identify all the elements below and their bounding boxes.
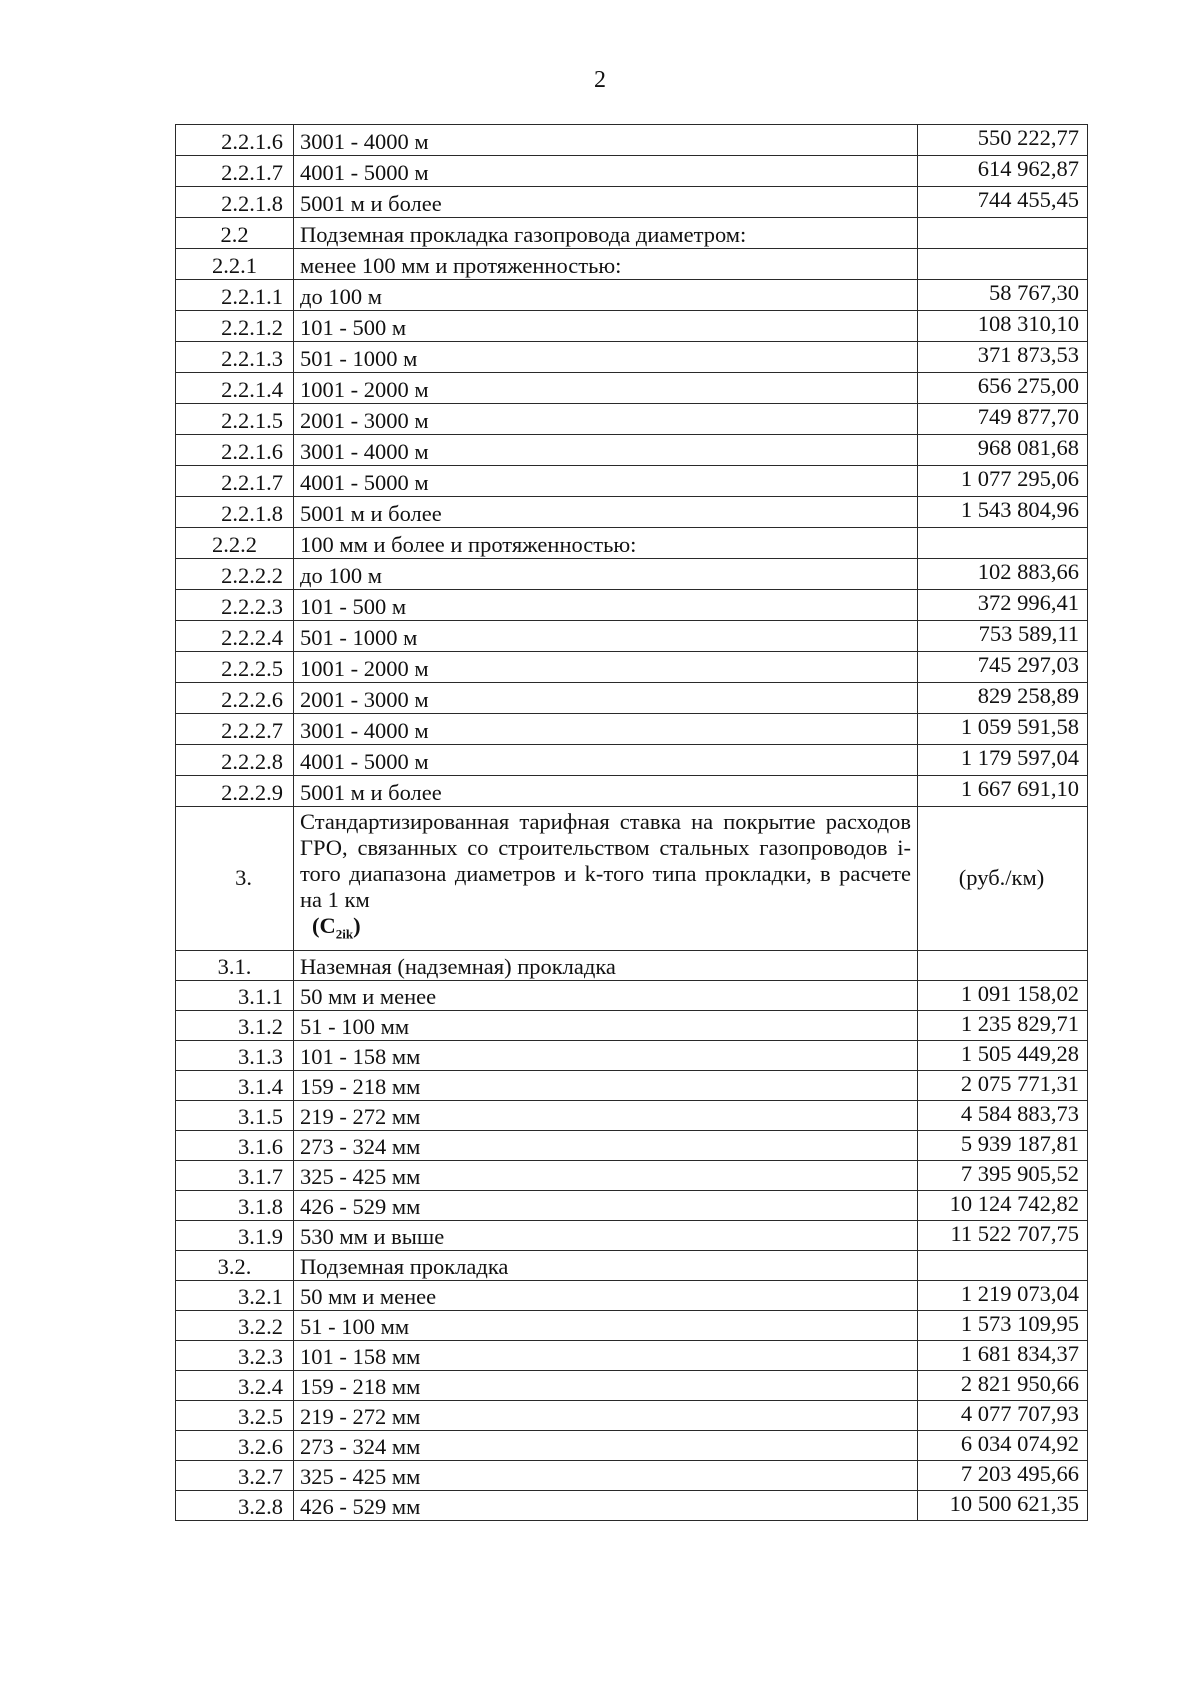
table-row — [176, 1190, 1088, 1220]
row-number: 3.1.8 — [176, 1190, 294, 1220]
row-description: 2001 - 3000 м — [294, 404, 918, 435]
row-value: 1 091 158,02 — [918, 980, 1088, 1010]
row-number: 2.2.1.8 — [176, 187, 294, 218]
row-value: 968 081,68 — [918, 435, 1088, 466]
formula-close: ) — [353, 913, 361, 938]
table-row — [176, 745, 1088, 776]
row-description: 5001 м и более — [294, 776, 918, 807]
row-number: 3.1.7 — [176, 1160, 294, 1190]
table-row — [176, 497, 1088, 528]
row-description: 273 - 324 мм — [294, 1130, 918, 1160]
row-value: 1 573 109,95 — [918, 1310, 1088, 1340]
table-row — [176, 714, 1088, 745]
row-description — [294, 807, 918, 951]
section-3-formula — [300, 913, 361, 942]
row-value: 372 996,41 — [918, 590, 1088, 621]
row-description: 101 - 500 м — [294, 311, 918, 342]
row-value: 656 275,00 — [918, 373, 1088, 404]
row-description: 101 - 500 м — [294, 590, 918, 621]
table-row — [176, 1130, 1088, 1160]
table-row — [176, 280, 1088, 311]
row-number: 3.1.6 — [176, 1130, 294, 1160]
row-description: 2001 - 3000 м — [294, 683, 918, 714]
row-number: 3.2.3 — [176, 1340, 294, 1370]
row-value: 1 219 073,04 — [918, 1280, 1088, 1310]
row-description: 159 - 218 мм — [294, 1070, 918, 1100]
table-row — [176, 1340, 1088, 1370]
table-row — [176, 1250, 1088, 1280]
row-value: 11 522 707,75 — [918, 1220, 1088, 1250]
row-number: 2.2 — [176, 218, 294, 249]
row-value: 1 667 691,10 — [918, 776, 1088, 807]
row-number: 2.2.1.6 — [176, 125, 294, 156]
table-row — [176, 466, 1088, 497]
table-row — [176, 435, 1088, 466]
row-number: 2.2.2.2 — [176, 559, 294, 590]
row-number: 2.2.2.7 — [176, 714, 294, 745]
formula-subscript: 2ik — [335, 926, 354, 942]
row-number: 3.2.6 — [176, 1430, 294, 1460]
row-value: 10 124 742,82 — [918, 1190, 1088, 1220]
table-row — [176, 621, 1088, 652]
row-value: 1 077 295,06 — [918, 466, 1088, 497]
table-row — [176, 156, 1088, 187]
row-number: 3.1.5 — [176, 1100, 294, 1130]
row-value: 829 258,89 — [918, 683, 1088, 714]
row-number: 2.2.1.1 — [176, 280, 294, 311]
row-number: 2.2.2.3 — [176, 590, 294, 621]
row-number: 2.2.1.2 — [176, 311, 294, 342]
table-row — [176, 373, 1088, 404]
table-row — [176, 590, 1088, 621]
tariff-table-body-part-2 — [176, 125, 1088, 807]
row-description: 50 мм и менее — [294, 1280, 918, 1310]
table-row — [176, 1430, 1088, 1460]
row-value: 614 962,87 — [918, 156, 1088, 187]
row-number: 2.2.1.5 — [176, 404, 294, 435]
row-number: 2.2.1.7 — [176, 156, 294, 187]
row-description: Наземная (надземная) прокладка — [294, 950, 918, 980]
row-number: 3.2.4 — [176, 1370, 294, 1400]
table-row — [176, 249, 1088, 280]
row-description: 3001 - 4000 м — [294, 435, 918, 466]
row-description: 1001 - 2000 м — [294, 652, 918, 683]
row-number: 3.2.8 — [176, 1490, 294, 1520]
table-row — [176, 342, 1088, 373]
row-description: 4001 - 5000 м — [294, 156, 918, 187]
row-description: 51 - 100 мм — [294, 1310, 918, 1340]
row-value: 1 543 804,96 — [918, 497, 1088, 528]
row-number: 2.2.1.8 — [176, 497, 294, 528]
row-value: 58 767,30 — [918, 280, 1088, 311]
row-description: 3001 - 4000 м — [294, 714, 918, 745]
table-row — [176, 1220, 1088, 1250]
table-row — [176, 528, 1088, 559]
row-number: 2.2.2.9 — [176, 776, 294, 807]
row-value: 1 179 597,04 — [918, 745, 1088, 776]
row-value: 6 034 074,92 — [918, 1430, 1088, 1460]
table-row — [176, 652, 1088, 683]
row-value: 4 584 883,73 — [918, 1100, 1088, 1130]
row-number: 3.1.3 — [176, 1040, 294, 1070]
row-description: 219 - 272 мм — [294, 1100, 918, 1130]
row-value — [918, 528, 1088, 559]
section-3-row — [176, 807, 1088, 951]
row-description: 501 - 1000 м — [294, 342, 918, 373]
row-value: 1 505 449,28 — [918, 1040, 1088, 1070]
table-row — [176, 1160, 1088, 1190]
row-number: 2.2.1.4 — [176, 373, 294, 404]
section-3-header — [176, 807, 1088, 951]
tariff-table-body-part-3 — [176, 950, 1088, 1520]
table-row — [176, 187, 1088, 218]
row-description: 325 - 425 мм — [294, 1160, 918, 1190]
table-row — [176, 1460, 1088, 1490]
table-row — [176, 1490, 1088, 1520]
row-description: 5001 м и более — [294, 497, 918, 528]
row-description: 5001 м и более — [294, 187, 918, 218]
row-value: 5 939 187,81 — [918, 1130, 1088, 1160]
table-row — [176, 1040, 1088, 1070]
table-row — [176, 1400, 1088, 1430]
row-value: 1 235 829,71 — [918, 1010, 1088, 1040]
row-description: 101 - 158 мм — [294, 1340, 918, 1370]
row-value: 753 589,11 — [918, 621, 1088, 652]
row-number: 2.2.1 — [176, 249, 294, 280]
table-row — [176, 311, 1088, 342]
formula-symbol: (С — [312, 913, 336, 938]
table-row — [176, 1280, 1088, 1310]
row-number: 3.2.7 — [176, 1460, 294, 1490]
row-description: 426 - 529 мм — [294, 1190, 918, 1220]
row-description: 3001 - 4000 м — [294, 125, 918, 156]
row-description: 426 - 529 мм — [294, 1490, 918, 1520]
row-number: 2.2.1.7 — [176, 466, 294, 497]
row-number: 3.2. — [176, 1250, 294, 1280]
row-value: 1 681 834,37 — [918, 1340, 1088, 1370]
row-number: 2.2.1.3 — [176, 342, 294, 373]
table-row — [176, 125, 1088, 156]
row-number: 2.2.2.8 — [176, 745, 294, 776]
row-description: 530 мм и выше — [294, 1220, 918, 1250]
row-number: 3.2.1 — [176, 1280, 294, 1310]
row-value: 1 059 591,58 — [918, 714, 1088, 745]
row-value: 7 395 905,52 — [918, 1160, 1088, 1190]
row-value: 550 222,77 — [918, 125, 1088, 156]
row-description: Подземная прокладка — [294, 1250, 918, 1280]
row-value: 10 500 621,35 — [918, 1490, 1088, 1520]
row-description: 51 - 100 мм — [294, 1010, 918, 1040]
row-value: 745 297,03 — [918, 652, 1088, 683]
table-row — [176, 950, 1088, 980]
table-row — [176, 218, 1088, 249]
row-value: 2 075 771,31 — [918, 1070, 1088, 1100]
row-value: 749 877,70 — [918, 404, 1088, 435]
row-value — [918, 1250, 1088, 1280]
row-description: Подземная прокладка газопровода диаметром: — [294, 218, 918, 249]
row-number: 2.2.1.6 — [176, 435, 294, 466]
row-description: 4001 - 5000 м — [294, 745, 918, 776]
section-3-description: Стандартизированная тарифная ставка на покрытие расходов ГРО, связанных со строительством стальных газопроводов i-того диапазона диаметров и k-того типа прокладки, в расчете на 1 км — [300, 809, 911, 912]
row-description: 4001 - 5000 м — [294, 466, 918, 497]
row-value: 2 821 950,66 — [918, 1370, 1088, 1400]
row-number: 3.1. — [176, 950, 294, 980]
row-value: 4 077 707,93 — [918, 1400, 1088, 1430]
row-value — [918, 249, 1088, 280]
row-number: 3.2.5 — [176, 1400, 294, 1430]
row-number: 2.2.2.5 — [176, 652, 294, 683]
row-value: 744 455,45 — [918, 187, 1088, 218]
row-number: 3.2.2 — [176, 1310, 294, 1340]
tariff-table — [175, 124, 1088, 1521]
table-row — [176, 1010, 1088, 1040]
table-row — [176, 1310, 1088, 1340]
row-number: 2.2.2 — [176, 528, 294, 559]
row-number: 3.1.4 — [176, 1070, 294, 1100]
page-number: 2 — [594, 67, 606, 93]
row-number: 3.1.2 — [176, 1010, 294, 1040]
row-description: 159 - 218 мм — [294, 1370, 918, 1400]
row-description: до 100 м — [294, 559, 918, 590]
row-value — [918, 950, 1088, 980]
row-description: 50 мм и менее — [294, 980, 918, 1010]
row-description: менее 100 мм и протяженностью: — [294, 249, 918, 280]
row-description: 501 - 1000 м — [294, 621, 918, 652]
table-row — [176, 1070, 1088, 1100]
table-row — [176, 1100, 1088, 1130]
table-row — [176, 776, 1088, 807]
table-row — [176, 1370, 1088, 1400]
row-number: 3.1.9 — [176, 1220, 294, 1250]
table-row — [176, 559, 1088, 590]
row-value: 102 883,66 — [918, 559, 1088, 590]
row-description: 1001 - 2000 м — [294, 373, 918, 404]
row-value: 108 310,10 — [918, 311, 1088, 342]
row-value — [918, 218, 1088, 249]
row-number: 2.2.2.6 — [176, 683, 294, 714]
row-description: 325 - 425 мм — [294, 1460, 918, 1490]
row-description: 100 мм и более и протяженностью: — [294, 528, 918, 559]
row-value: 371 873,53 — [918, 342, 1088, 373]
table-row — [176, 683, 1088, 714]
row-number: 3.1.1 — [176, 980, 294, 1010]
row-description: 219 - 272 мм — [294, 1400, 918, 1430]
row-number: 3. — [176, 807, 294, 951]
row-value: 7 203 495,66 — [918, 1460, 1088, 1490]
row-number: 2.2.2.4 — [176, 621, 294, 652]
row-description: до 100 м — [294, 280, 918, 311]
table-row — [176, 980, 1088, 1010]
row-description: 101 - 158 мм — [294, 1040, 918, 1070]
table-row — [176, 404, 1088, 435]
row-unit: (руб./км) — [918, 807, 1088, 951]
row-description: 273 - 324 мм — [294, 1430, 918, 1460]
